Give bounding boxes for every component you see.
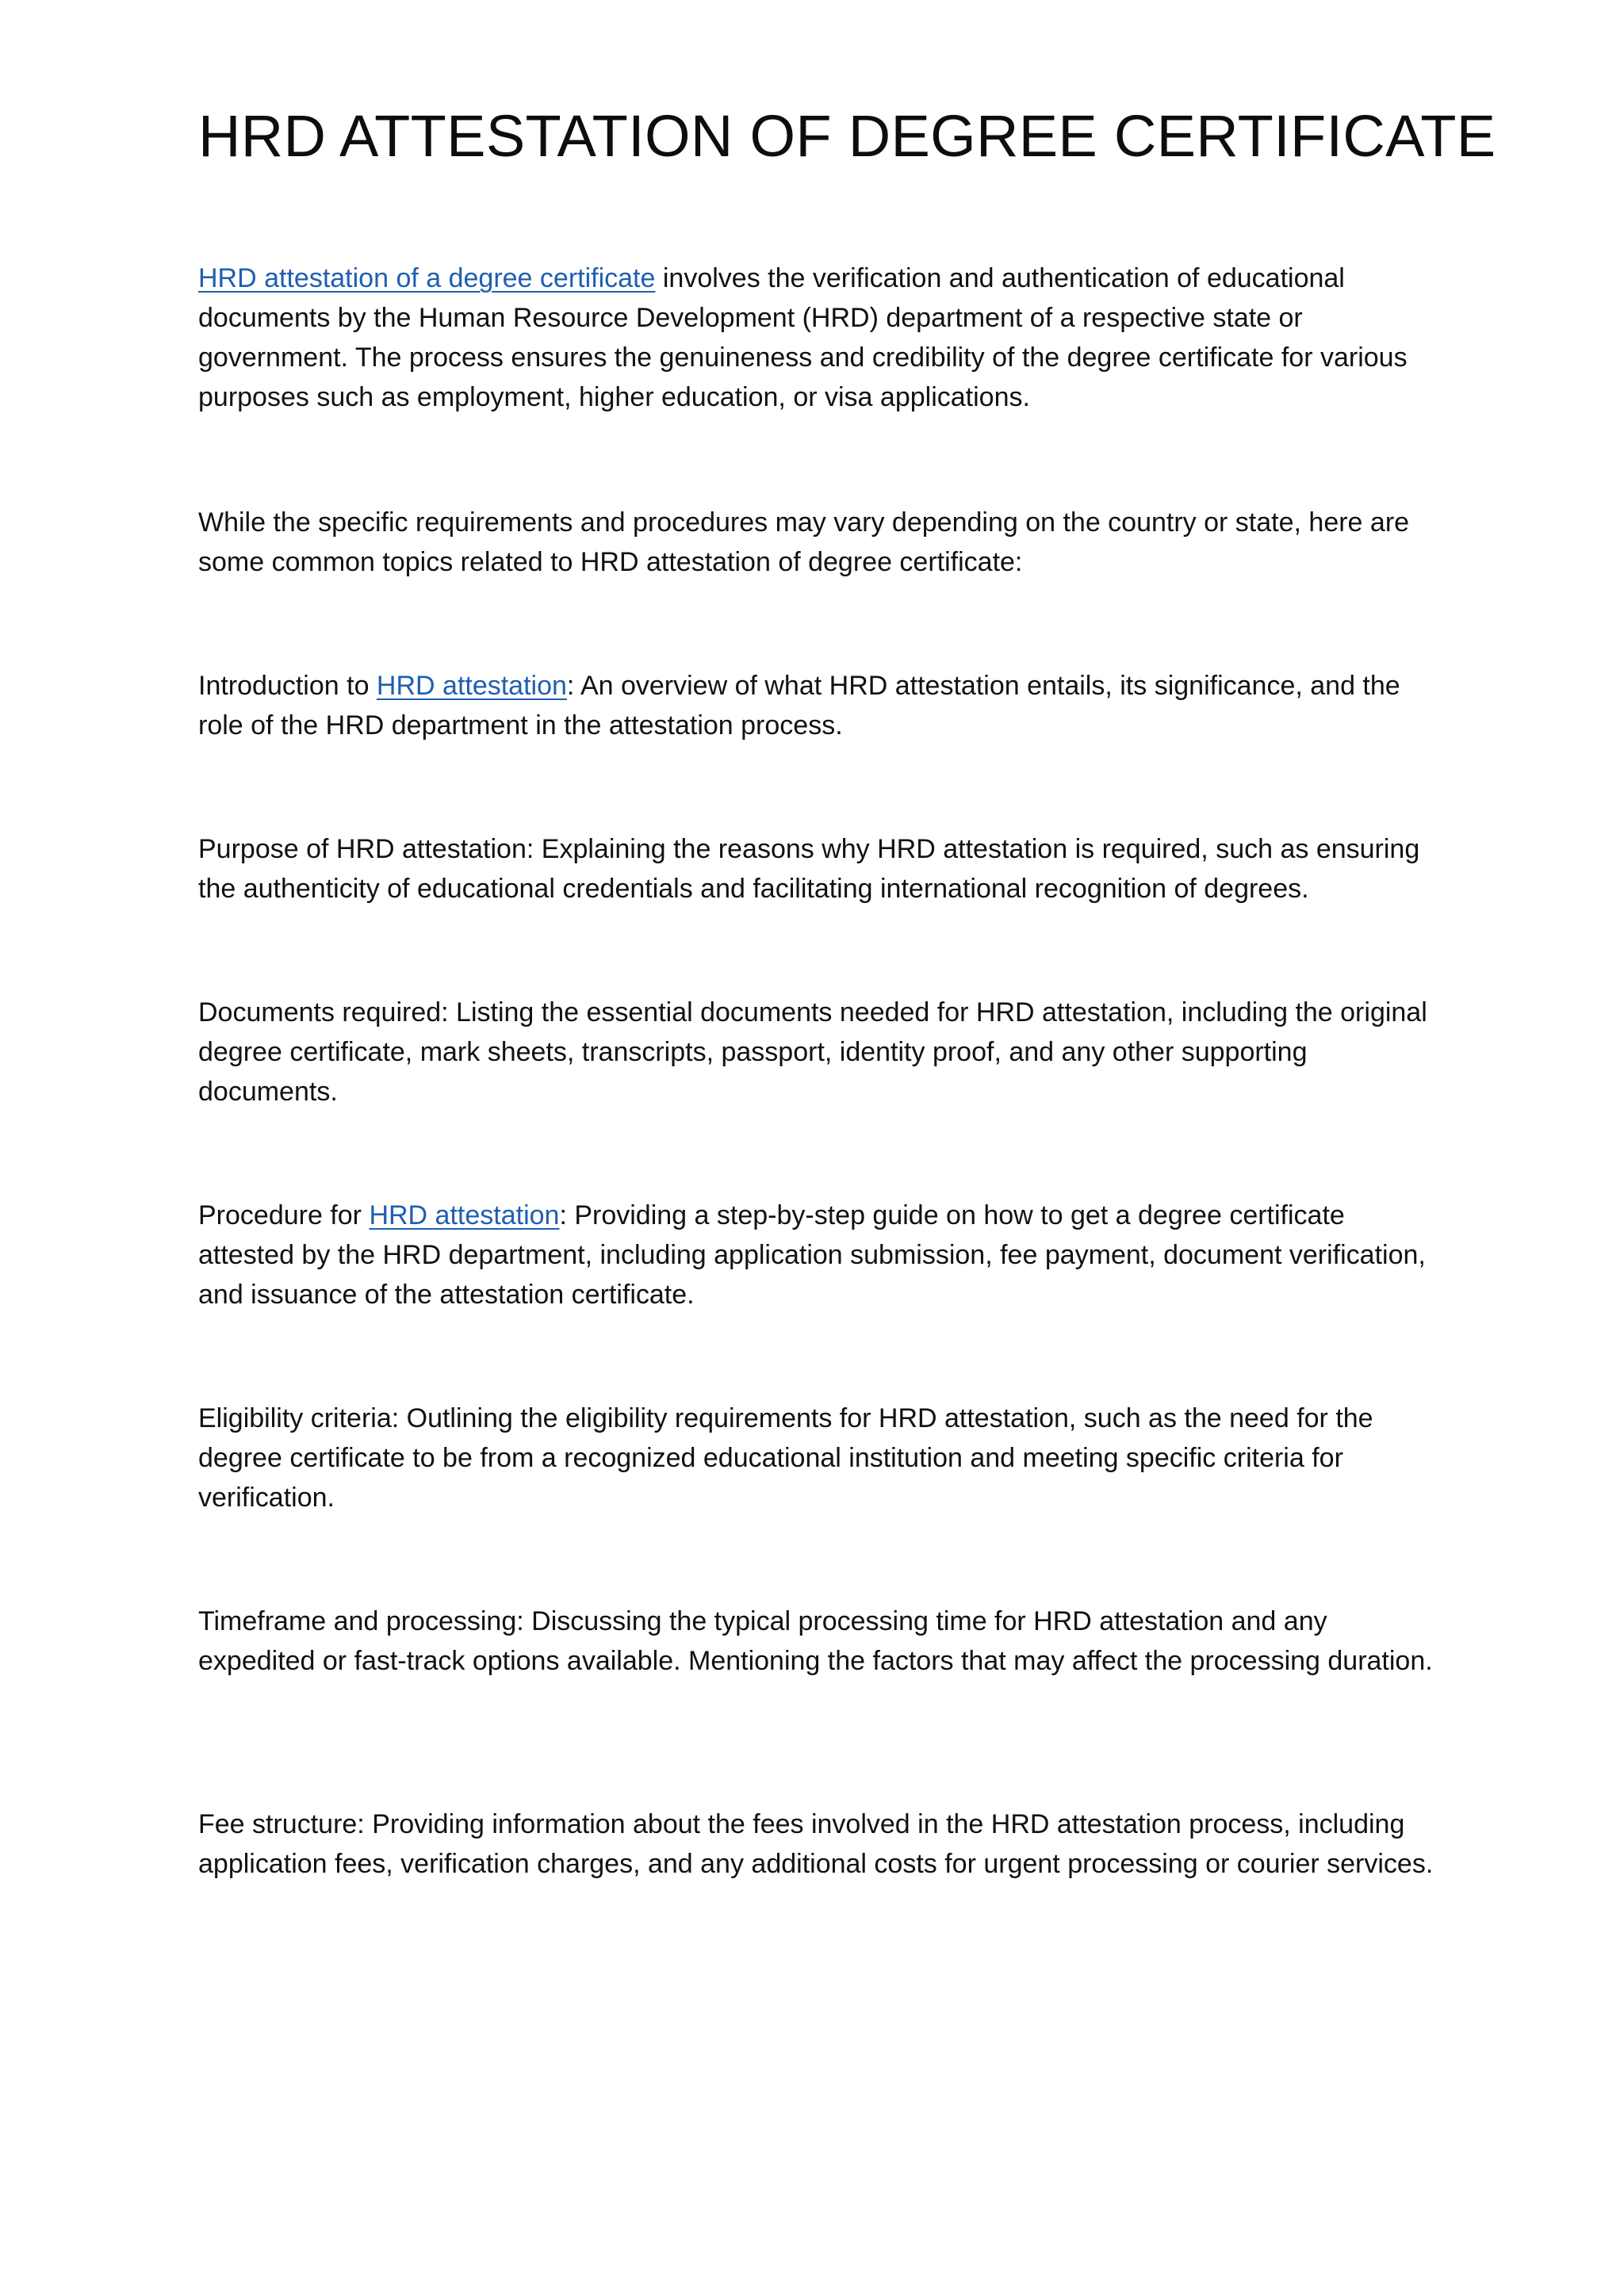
paragraph-documents-required — [198, 993, 1443, 1112]
hrd-attestation-link[interactable]: HRD attestation — [376, 671, 567, 701]
paragraph-text: Purpose of HRD attestation: Explaining the reasons why HRD attestation is required, such as ensuring the authenticity of educational credentials and facilitating international recognition of degrees. — [198, 834, 1420, 904]
paragraph-text: Eligibility criteria: Outlining the eligibility requirements for HRD attestation, such as the need for the degree certificate to be from a recognized educational institution and meeting specific criteria for verification. — [198, 1403, 1373, 1513]
degree-certificate-attestation-link[interactable]: HRD attestation of a degree certificate — [198, 263, 656, 293]
paragraph-text: : An overview of what HRD attestation entails, its significance, and the role of the HRD department in the attestation process. — [198, 671, 1400, 740]
paragraph-timeframe — [198, 1601, 1443, 1681]
document-page — [198, 0, 1496, 2296]
paragraph-text: While the specific requirements and procedures may vary depending on the country or state, here are some common topics related to HRD attestation of degree certificate: — [198, 507, 1410, 577]
paragraph-fee-structure — [198, 1804, 1443, 1884]
document-title: HRD ATTESTATION OF DEGREE CERTIFICATE — [198, 103, 1496, 169]
hrd-attestation-procedure-link[interactable]: HRD attestation — [369, 1200, 560, 1230]
paragraph-intro — [198, 258, 1443, 417]
paragraph-prefix: Procedure for — [198, 1200, 370, 1230]
paragraph-purpose — [198, 829, 1443, 909]
paragraph-procedure — [198, 1196, 1443, 1314]
paragraph-text: Timeframe and processing: Discussing the typical processing time for HRD attestation and any expedited or fast-track options available. Mentioning the factors that may affect the processing duration. — [198, 1606, 1433, 1676]
paragraph-introduction — [198, 666, 1443, 745]
paragraph-text: Documents required: Listing the essential documents needed for HRD attestation, including the original degree certificate, mark sheets, transcripts, passport, identity proof, and any other supporting documents. — [198, 997, 1427, 1107]
paragraph-eligibility — [198, 1399, 1443, 1517]
paragraph-common-topics — [198, 503, 1443, 582]
paragraph-text: involves the verification and authentication of educational documents by the Human Resource Development (HRD) department of a respective state or government. The process ensures the genuineness and credibility of the degree certificate for various purposes such as employment, higher education, or visa applications. — [198, 263, 1408, 412]
paragraph-text: : Providing a step-by-step guide on how to get a degree certificate attested by the HRD department, including application submission, fee payment, document verification, and issuance of the attestation certificate. — [198, 1200, 1426, 1310]
paragraph-text: Fee structure: Providing information about the fees involved in the HRD attestation process, including application fees, verification charges, and any additional costs for urgent processing or courier services. — [198, 1809, 1434, 1879]
paragraph-prefix: Introduction to — [198, 671, 377, 701]
